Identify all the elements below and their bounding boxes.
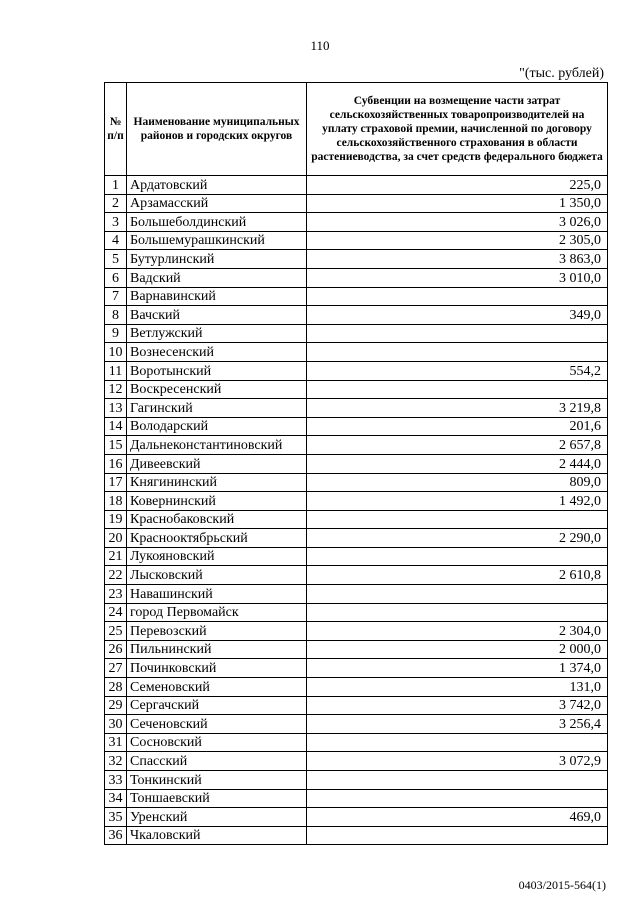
subsidy-value — [307, 789, 608, 808]
table-row — [105, 176, 608, 195]
table-row — [105, 268, 608, 287]
subsidy-value — [307, 547, 608, 566]
district-name: Краснобаковский — [127, 510, 307, 529]
table-row — [105, 436, 608, 455]
subsidy-value: 2 444,0 — [307, 454, 608, 473]
row-number: 26 — [105, 640, 127, 659]
district-name: Большемурашкинский — [127, 231, 307, 250]
table-row — [105, 343, 608, 362]
subsidy-value — [307, 826, 608, 845]
row-number: 20 — [105, 529, 127, 548]
row-number: 33 — [105, 771, 127, 790]
table-row — [105, 454, 608, 473]
subsidy-value: 131,0 — [307, 678, 608, 697]
row-number: 28 — [105, 678, 127, 697]
row-number: 12 — [105, 380, 127, 399]
row-number: 13 — [105, 399, 127, 418]
row-number: 29 — [105, 696, 127, 715]
district-name: Тонкинский — [127, 771, 307, 790]
subsidy-value: 2 000,0 — [307, 640, 608, 659]
subsidy-value: 349,0 — [307, 306, 608, 325]
row-number: 21 — [105, 547, 127, 566]
subsidy-value: 554,2 — [307, 361, 608, 380]
district-name: Воскресенский — [127, 380, 307, 399]
district-name: Лукояновский — [127, 547, 307, 566]
district-name: Сеченовский — [127, 715, 307, 734]
table-row — [105, 659, 608, 678]
district-name: Навашинский — [127, 585, 307, 604]
district-name: Бутурлинский — [127, 250, 307, 269]
district-name: Володарский — [127, 417, 307, 436]
row-number: 15 — [105, 436, 127, 455]
row-number: 9 — [105, 324, 127, 343]
units-label: "(тыс. рублей) — [519, 66, 604, 81]
district-name: Вознесенский — [127, 343, 307, 362]
subsidy-value: 2 657,8 — [307, 436, 608, 455]
subsidy-value: 2 610,8 — [307, 566, 608, 585]
district-name: Гагинский — [127, 399, 307, 418]
page-number: 110 — [310, 38, 330, 53]
table-row — [105, 678, 608, 697]
table-row — [105, 603, 608, 622]
district-name: Арзамасский — [127, 194, 307, 213]
subsidy-value: 201,6 — [307, 417, 608, 436]
district-name: Починковский — [127, 659, 307, 678]
table-row — [105, 510, 608, 529]
row-number: 22 — [105, 566, 127, 585]
row-number: 8 — [105, 306, 127, 325]
district-name: Тоншаевский — [127, 789, 307, 808]
subsidy-table — [104, 82, 608, 845]
table-row — [105, 287, 608, 306]
row-number: 35 — [105, 808, 127, 827]
table-body — [105, 176, 608, 845]
district-name: Варнавинский — [127, 287, 307, 306]
table-row — [105, 194, 608, 213]
document-code: 0403/2015-564(1) — [518, 878, 606, 892]
district-name: Сосновский — [127, 733, 307, 752]
row-number: 5 — [105, 250, 127, 269]
row-number: 1 — [105, 176, 127, 195]
row-number: 32 — [105, 752, 127, 771]
subsidy-value: 3 010,0 — [307, 268, 608, 287]
table-row — [105, 213, 608, 232]
row-number: 31 — [105, 733, 127, 752]
table-row — [105, 492, 608, 511]
district-name: Семеновский — [127, 678, 307, 697]
table-row — [105, 789, 608, 808]
subsidy-value: 809,0 — [307, 473, 608, 492]
subsidy-value: 225,0 — [307, 176, 608, 195]
district-name: Воротынский — [127, 361, 307, 380]
district-name: Вачский — [127, 306, 307, 325]
subsidy-value: 1 492,0 — [307, 492, 608, 511]
row-number: 36 — [105, 826, 127, 845]
table-row — [105, 566, 608, 585]
subsidy-value: 2 290,0 — [307, 529, 608, 548]
subsidy-value: 2 305,0 — [307, 231, 608, 250]
district-name: Лысковский — [127, 566, 307, 585]
subsidy-value: 1 350,0 — [307, 194, 608, 213]
district-name: Княгининский — [127, 473, 307, 492]
row-number: 11 — [105, 361, 127, 380]
subsidy-value: 1 374,0 — [307, 659, 608, 678]
header-subsidy: Субвенции на возмещение части затрат сельскохозяйственных товаропроизводителей на уплату страховой премии, начисленной по договору сельскохозяйственного страхования в области растениеводства, за счет средств федерального бюджета — [307, 83, 608, 176]
row-number: 14 — [105, 417, 127, 436]
row-number: 4 — [105, 231, 127, 250]
subsidy-value — [307, 287, 608, 306]
table-header-row — [105, 83, 608, 176]
table-row — [105, 231, 608, 250]
table-row — [105, 250, 608, 269]
table-row — [105, 696, 608, 715]
subsidy-value — [307, 380, 608, 399]
district-name: Спасский — [127, 752, 307, 771]
subsidy-value: 3 742,0 — [307, 696, 608, 715]
table-row — [105, 529, 608, 548]
row-number: 25 — [105, 622, 127, 641]
table-row — [105, 473, 608, 492]
row-number: 30 — [105, 715, 127, 734]
row-number: 18 — [105, 492, 127, 511]
table-row — [105, 417, 608, 436]
district-name: Перевозский — [127, 622, 307, 641]
table-row — [105, 380, 608, 399]
row-number: 23 — [105, 585, 127, 604]
table-row — [105, 306, 608, 325]
subsidy-value — [307, 603, 608, 622]
subsidy-value — [307, 324, 608, 343]
table-row — [105, 752, 608, 771]
subsidy-value: 3 863,0 — [307, 250, 608, 269]
table-row — [105, 324, 608, 343]
subsidy-value — [307, 733, 608, 752]
row-number: 17 — [105, 473, 127, 492]
table-row — [105, 826, 608, 845]
row-number: 27 — [105, 659, 127, 678]
subsidy-value: 2 304,0 — [307, 622, 608, 641]
district-name: Уренский — [127, 808, 307, 827]
subsidy-value: 3 072,9 — [307, 752, 608, 771]
table-row — [105, 733, 608, 752]
row-number: 3 — [105, 213, 127, 232]
subsidy-value: 469,0 — [307, 808, 608, 827]
table-row — [105, 585, 608, 604]
table-row — [105, 399, 608, 418]
subsidy-value: 3 256,4 — [307, 715, 608, 734]
district-name: Вадский — [127, 268, 307, 287]
table-row — [105, 771, 608, 790]
district-name: Краснооктябрьский — [127, 529, 307, 548]
subsidy-value — [307, 510, 608, 529]
table-row — [105, 715, 608, 734]
subsidy-value: 3 026,0 — [307, 213, 608, 232]
table-row — [105, 622, 608, 641]
row-number: 34 — [105, 789, 127, 808]
district-name: Ардатовский — [127, 176, 307, 195]
district-name: Чкаловский — [127, 826, 307, 845]
table-row — [105, 361, 608, 380]
subsidy-value: 3 219,8 — [307, 399, 608, 418]
header-number: № п/п — [105, 83, 127, 176]
header-district-name: Наименование муниципальных районов и городских округов — [127, 83, 307, 176]
row-number: 24 — [105, 603, 127, 622]
row-number: 6 — [105, 268, 127, 287]
district-name: Большеболдинский — [127, 213, 307, 232]
district-name: Сергачский — [127, 696, 307, 715]
district-name: Ветлужский — [127, 324, 307, 343]
district-name: Дальнеконстантиновский — [127, 436, 307, 455]
row-number: 16 — [105, 454, 127, 473]
row-number: 10 — [105, 343, 127, 362]
subsidy-value — [307, 343, 608, 362]
table-row — [105, 547, 608, 566]
row-number: 7 — [105, 287, 127, 306]
district-name: Ковернинский — [127, 492, 307, 511]
district-name: Дивеевский — [127, 454, 307, 473]
table-row — [105, 808, 608, 827]
subsidy-value — [307, 771, 608, 790]
district-name: город Первомайск — [127, 603, 307, 622]
subsidy-value — [307, 585, 608, 604]
district-name: Пильнинский — [127, 640, 307, 659]
row-number: 19 — [105, 510, 127, 529]
row-number: 2 — [105, 194, 127, 213]
table-row — [105, 640, 608, 659]
